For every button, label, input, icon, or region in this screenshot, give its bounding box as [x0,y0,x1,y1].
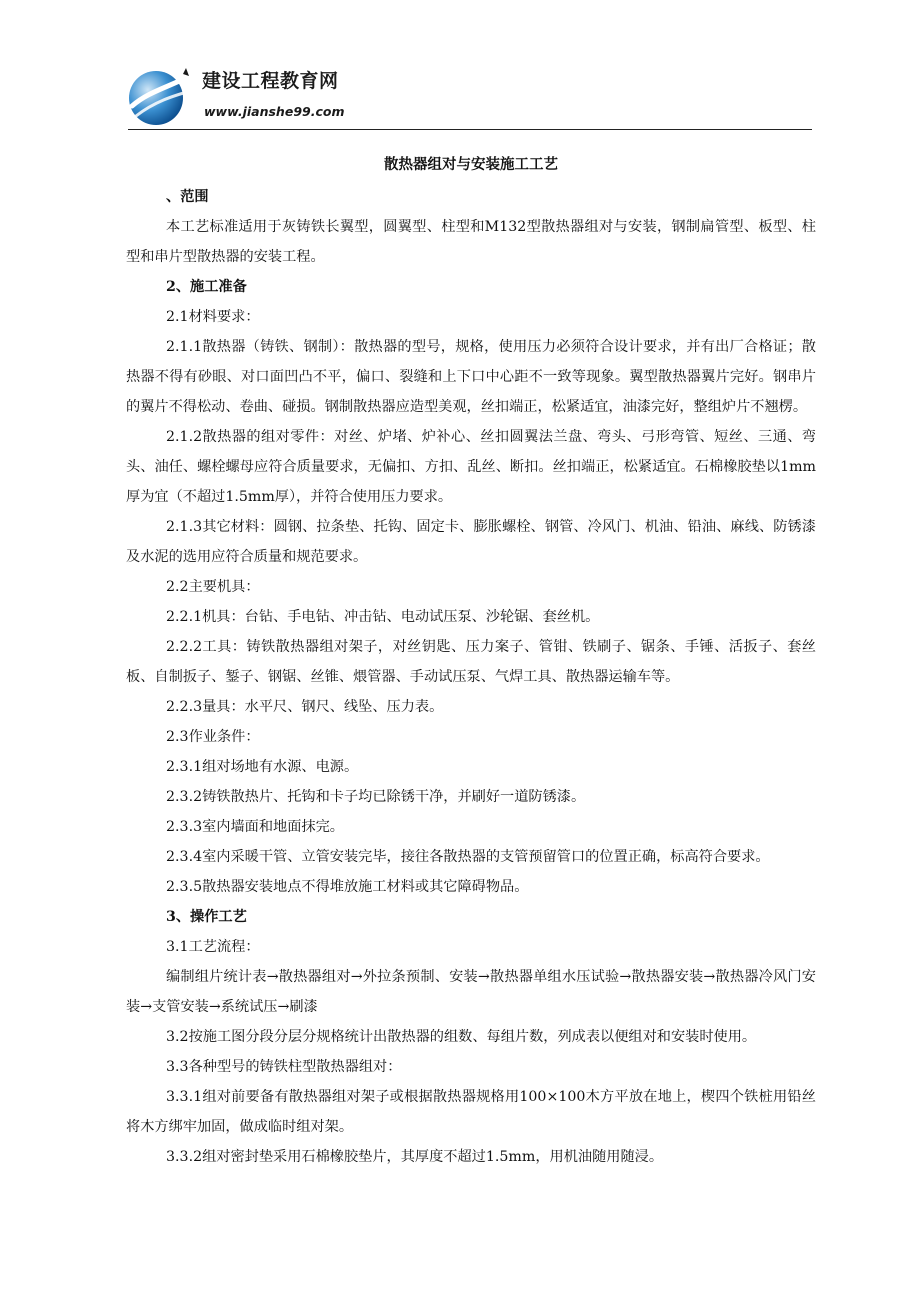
paragraph: 2.3.4室内采暖干管、立管安装完毕，接往各散热器的支管预留管口的位置正确，标高符合要求。 [166,849,770,865]
paragraph: 本工艺标准适用于灰铸铁长翼型，圆翼型、柱型和M132型散热器组对与安装，钢制扁管型、板型、柱型和串片型散热器的安装工程。 [126,219,816,265]
paragraph: 2.1.2散热器的组对零件：对丝、炉堵、炉补心、丝扣圆翼法兰盘、弯头、弓形弯管、短丝、三通、弯头、油任、螺栓螺母应符合质量要求，无偏扣、方扣、乱丝、断扣。丝扣端正，松紧适宜。石棉橡胶垫以1mm厚为宜（不超过1.5mm厚），并符合使用压力要求。 [126,429,816,505]
paragraph: 2.2.3量具：水平尺、钢尺、线坠、压力表。 [166,699,444,715]
header-divider [128,129,812,130]
paragraph: 编制组片统计表→散热器组对→外拉条预制、安装→散热器单组水压试验→散热器安装→散热器冷风门安装→支管安装→系统试压→刷漆 [126,969,816,1015]
site-header [126,56,812,132]
section-heading: 2、施工准备 [166,279,247,295]
paragraph: 2.1.1散热器（铸铁、钢制）：散热器的型号，规格，使用压力必须符合设计要求，并有出厂合格证；散热器不得有砂眼、对口面凹凸不平，偏口、裂缝和上下口中心距不一致等现象。翼型散热器翼片完好。钢串片的翼片不得松动、卷曲、碰损。钢制散热器应造型美观，丝扣端正，松紧适宜，油漆完好，整组炉片不翘楞。 [126,339,816,415]
paragraph: 3.3.1组对前要备有散热器组对架子或根据散热器规格用100×100木方平放在地上，楔四个铁桩用铅丝将木方绑牢加固，做成临时组对架。 [126,1089,816,1135]
document-body [126,152,816,1172]
brand-name: 建设工程教育网 [202,70,339,92]
brand-url: www.jianshe99.com [204,104,345,119]
paragraph: 2.3.3室内墙面和地面抹完。 [166,819,344,835]
paragraph: 2.2主要机具： [166,579,260,595]
paragraph: 2.3作业条件： [166,729,260,745]
paragraph: 2.3.2铸铁散热片、托钩和卡子均已除锈干净，并刷好一道防锈漆。 [166,789,586,805]
document-title: 散热器组对与安装施工工艺 [384,156,558,173]
document-blocks [126,182,816,1172]
section-heading: 3、操作工艺 [166,909,247,925]
paragraph: 2.3.1组对场地有水源、电源。 [166,759,359,775]
paragraph: 2.3.5散热器安装地点不得堆放施工材料或其它障碍物品。 [166,879,529,895]
paragraph: 3.3各种型号的铸铁柱型散热器组对： [166,1059,402,1075]
section-heading: 、范围 [166,189,209,205]
paragraph: 3.3.2组对密封垫采用石棉橡胶垫片，其厚度不超过1.5mm，用机油随用随浸。 [166,1149,664,1165]
globe-logo-icon [126,62,196,128]
paragraph: 2.1材料要求： [166,309,260,325]
paragraph: 3.1工艺流程： [166,939,260,955]
paragraph: 3.2按施工图分段分层分规格统计出散热器的组数、每组片数，列成表以便组对和安装时使用。 [166,1029,757,1045]
paragraph: 2.1.3其它材料：圆钢、拉条垫、托钩、固定卡、膨胀螺栓、钢管、冷风门、机油、铅油、麻线、防锈漆及水泥的选用应符合质量和规范要求。 [126,519,816,565]
paragraph: 2.2.2工具：铸铁散热器组对架子，对丝钥匙、压力案子、管钳、铁刷子、锯条、手锤、活扳子、套丝板、自制扳子、錾子、钢锯、丝锥、煨管器、手动试压泵、气焊工具、散热器运输车等。 [126,639,816,685]
paragraph: 2.2.1机具：台钻、手电钻、冲击钻、电动试压泵、沙轮锯、套丝机。 [166,609,600,625]
